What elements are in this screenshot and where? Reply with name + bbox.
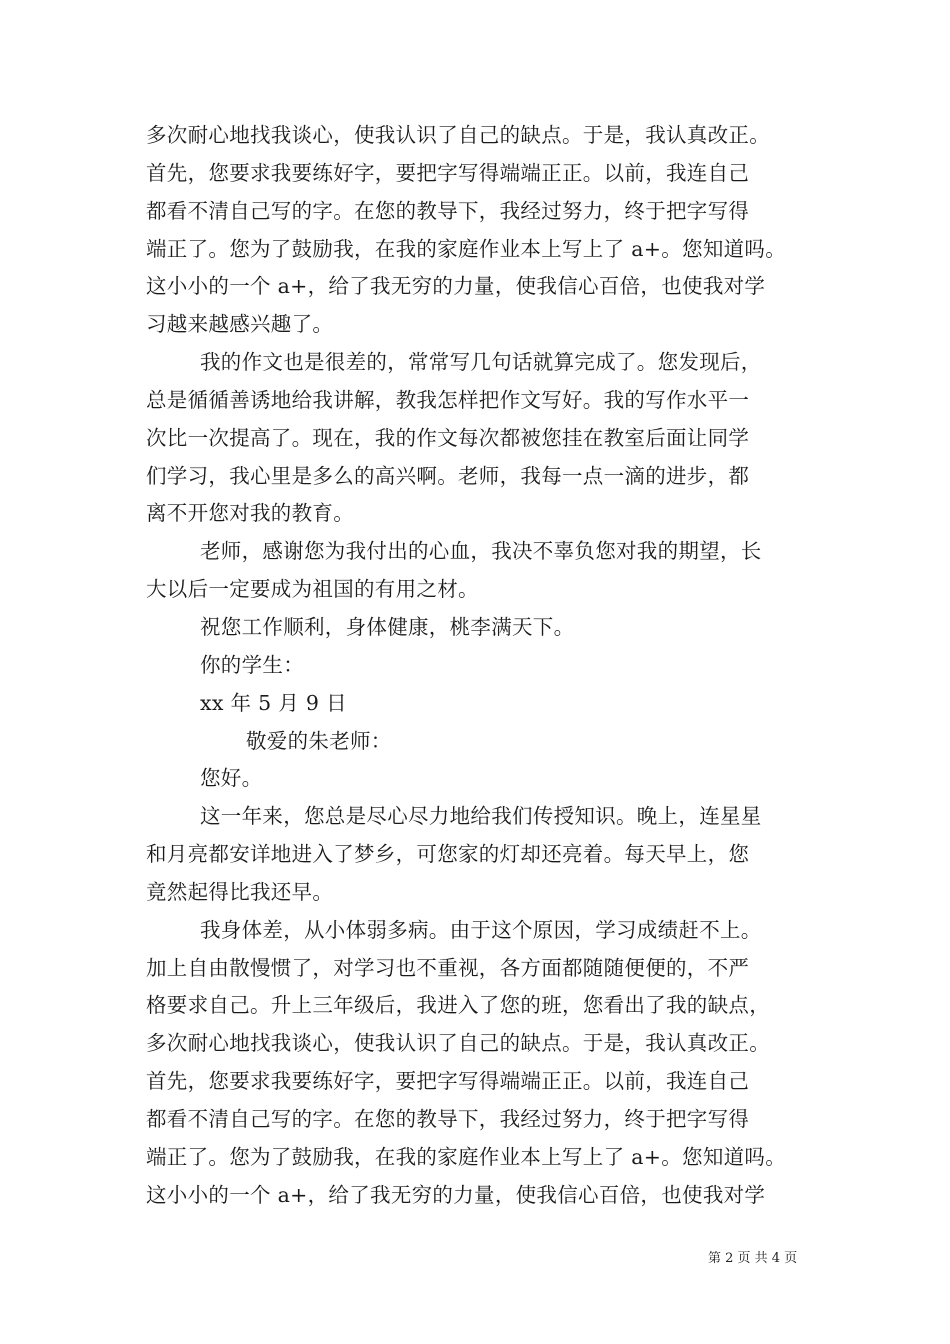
text-line: 都看不清自己写的字。在您的教导下，我经过努力，终于把字写得 — [146, 1106, 750, 1131]
text-line: 格要求自己。升上三年级后，我进入了您的班，您看出了我的缺点， — [146, 993, 770, 1018]
paragraph-start-line: 老师，感谢您为我付出的心血，我决不辜负您对我的期望，长 — [200, 539, 762, 564]
letter-date: xx 年 5 月 9 日 — [200, 690, 347, 715]
text-line: 端正了。您为了鼓励我，在我的家庭作业本上写上了 a+。您知道吗。 — [146, 236, 787, 261]
text-line: 次比一次提高了。现在，我的作文每次都被您挂在教室后面让同学 — [146, 425, 750, 450]
text-line: 多次耐心地找我谈心，使我认识了自己的缺点。于是，我认真改正。 — [146, 1031, 770, 1056]
closing-wish: 祝您工作顺利，身体健康，桃李满天下。 — [200, 614, 575, 639]
text-line: 首先，您要求我要练好字，要把字写得端端正正。以前，我连自己 — [146, 160, 750, 185]
paragraph-start-line: 我的作文也是很差的，常常写几句话就算完成了。您发现后， — [200, 350, 762, 375]
text-line: 这小小的一个 a+，给了我无穷的力量，使我信心百倍，也使我对学 — [146, 274, 766, 299]
paragraph-start-line: 这一年来，您总是尽心尽力地给我们传授知识。晚上，连星星 — [200, 804, 762, 829]
text-line: 加上自由散慢惯了，对学习也不重视，各方面都随随便便的，不严 — [146, 955, 750, 980]
text-line: 都看不清自己写的字。在您的教导下，我经过努力，终于把字写得 — [146, 198, 750, 223]
text-line: 大以后一定要成为祖国的有用之材。 — [146, 577, 479, 602]
text-line: 和月亮都安详地进入了梦乡，可您家的灯却还亮着。每天早上，您 — [146, 842, 750, 867]
letter-body — [146, 117, 816, 1214]
text-line: 端正了。您为了鼓励我，在我的家庭作业本上写上了 a+。您知道吗。 — [146, 1144, 787, 1169]
paragraph-start-line: 我身体差，从小体弱多病。由于这个原因，学习成绩赶不上。 — [200, 917, 762, 942]
text-line: 竟然起得比我还早。 — [146, 879, 334, 904]
text-line: 离不开您对我的教育。 — [146, 501, 354, 526]
text-line: 习越来越感兴趣了。 — [146, 312, 334, 337]
greeting: 您好。 — [200, 766, 263, 791]
text-line: 总是循循善诱地给我讲解，教我怎样把作文写好。我的写作水平一 — [146, 387, 750, 412]
salutation: 敬爱的朱老师： — [246, 728, 392, 753]
page-number-footer: 第 2 页 共 4 页 — [708, 1251, 798, 1266]
text-line: 们学习，我心里是多么的高兴啊。老师，我每一点一滴的进步，都 — [146, 463, 750, 488]
text-line: 这小小的一个 a+，给了我无穷的力量，使我信心百倍，也使我对学 — [146, 1182, 766, 1207]
signature-label: 你的学生： — [200, 652, 304, 677]
text-line: 首先，您要求我要练好字，要把字写得端端正正。以前，我连自己 — [146, 1069, 750, 1094]
text-line: 多次耐心地找我谈心，使我认识了自己的缺点。于是，我认真改正。 — [146, 123, 770, 147]
